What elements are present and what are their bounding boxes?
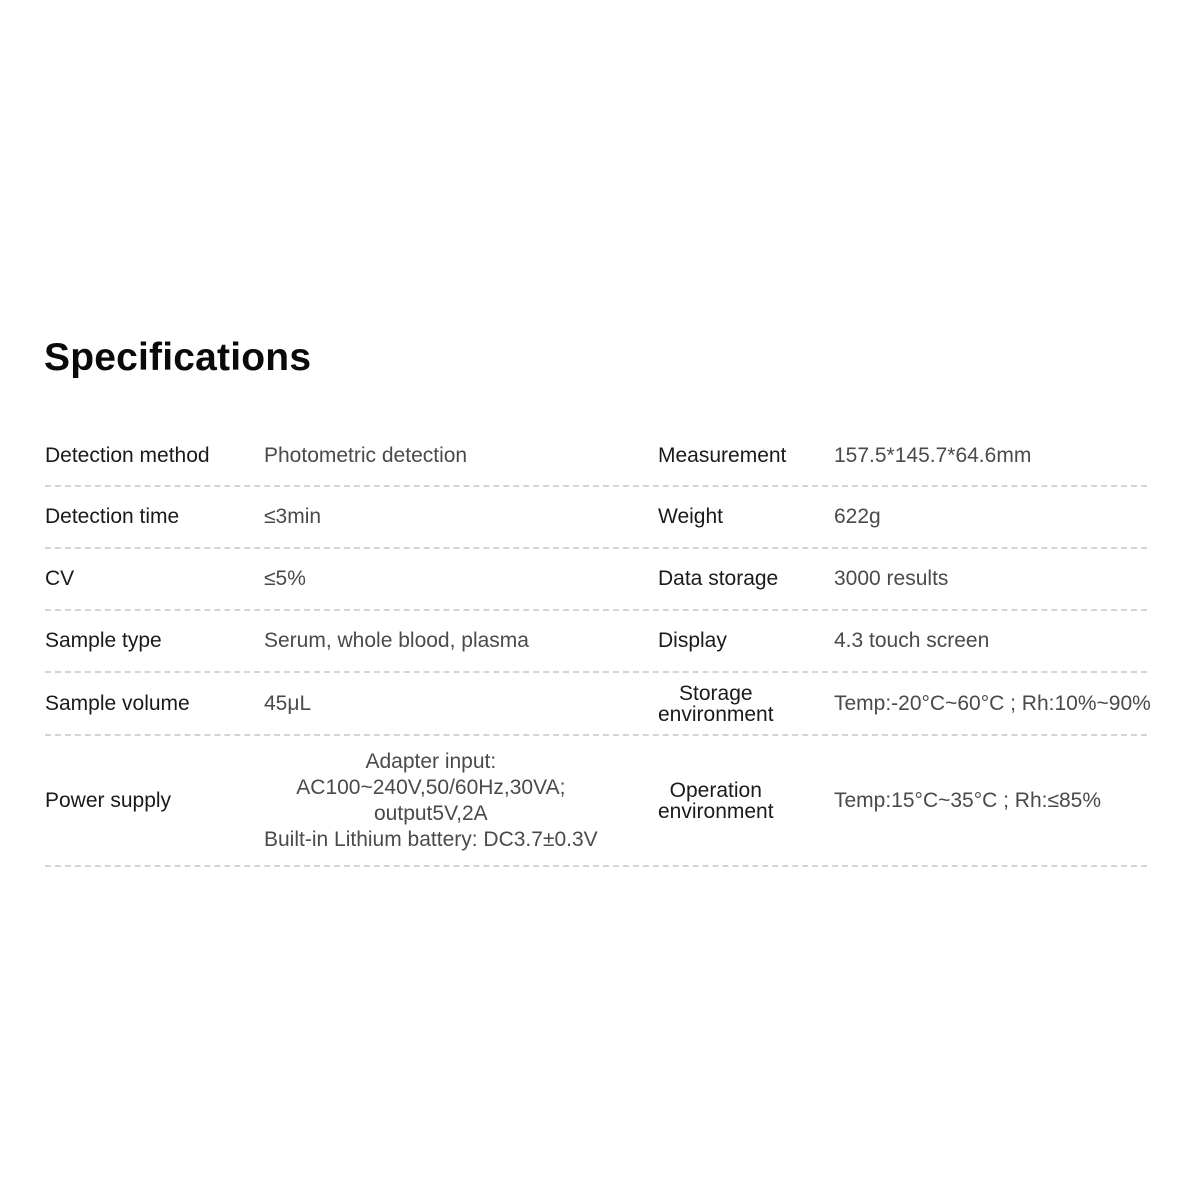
spec-label: Weight bbox=[658, 505, 723, 528]
spec-label: Detection method bbox=[45, 444, 210, 467]
spec-value-line: AC100~240V,50/60Hz,30VA; bbox=[296, 775, 566, 799]
spec-value: 4.3 touch screen bbox=[834, 629, 990, 652]
spec-value: Photometric detection bbox=[264, 444, 468, 467]
spec-label: Display bbox=[658, 629, 727, 652]
spec-value: Temp:-20°C~60°C ; Rh:10%~90% bbox=[834, 691, 1151, 715]
spec-label bbox=[658, 673, 774, 734]
spec-value: ≤3min bbox=[264, 505, 322, 528]
spec-value-line: Adapter input: bbox=[365, 749, 497, 773]
spec-label: Sample type bbox=[45, 629, 162, 652]
spec-label: Measurement bbox=[658, 444, 787, 467]
spec-label bbox=[658, 736, 774, 865]
spec-value bbox=[264, 736, 598, 865]
spec-row bbox=[45, 736, 1147, 867]
spec-value: 157.5*145.7*64.6mm bbox=[834, 444, 1032, 467]
spec-row bbox=[45, 673, 1151, 736]
spec-row bbox=[45, 549, 1147, 611]
spec-value-line: output5V,2A bbox=[374, 801, 488, 825]
spec-value: 622g bbox=[834, 505, 881, 528]
spec-label: Power supply bbox=[45, 788, 172, 812]
specifications-table bbox=[45, 427, 1151, 867]
spec-value-line: Built-in Lithium battery: DC3.7±0.3V bbox=[264, 827, 598, 851]
spec-label-line: Storage bbox=[679, 681, 753, 705]
spec-label-line: environment bbox=[658, 799, 774, 823]
spec-row bbox=[45, 487, 1147, 549]
page-title: Specifications bbox=[44, 336, 312, 379]
spec-value: ≤5% bbox=[264, 567, 306, 590]
spec-label: Sample volume bbox=[45, 691, 190, 715]
spec-row bbox=[45, 611, 1147, 673]
spec-value: 3000 results bbox=[834, 567, 949, 590]
spec-row bbox=[45, 427, 1147, 487]
spec-value: Temp:15°C~35°C ; Rh:≤85% bbox=[834, 788, 1102, 812]
spec-label: Data storage bbox=[658, 567, 779, 590]
spec-label: Detection time bbox=[45, 505, 180, 528]
spec-value: 45μL bbox=[264, 691, 312, 715]
spec-label: CV bbox=[45, 567, 75, 590]
spec-value: Serum, whole blood, plasma bbox=[264, 629, 529, 652]
spec-label-line: environment bbox=[658, 702, 774, 726]
spec-label-line: Operation bbox=[669, 778, 762, 802]
